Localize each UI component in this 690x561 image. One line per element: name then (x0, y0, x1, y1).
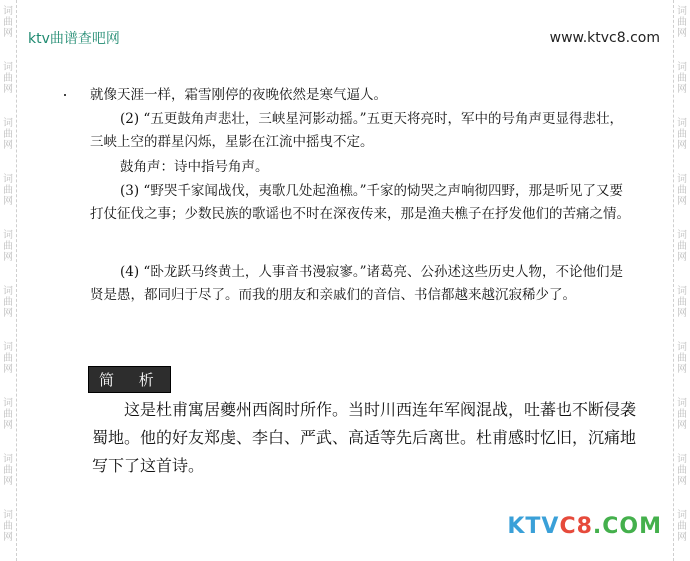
side-watermark: 词曲网 (677, 118, 687, 151)
site-name: ktv曲谱查吧网 (28, 31, 120, 47)
side-watermark: 词曲网 (3, 342, 13, 375)
side-watermark: 词曲网 (3, 510, 13, 543)
logo-part-com: .COM (592, 514, 662, 539)
side-watermark: 词曲网 (3, 230, 13, 263)
side-watermark: 词曲网 (677, 6, 687, 39)
right-watermark-strip (673, 0, 690, 561)
note-2: (2) “五更鼓角声悲壮，三峡星河影动摇。”五更天将亮时，军中的号角声更显得悲壮，三峡上空的群星闪烁，星影在江流中摇曳不定。 (90, 111, 623, 150)
note-3: (3) “野哭千家闻战伐，夷歌几处起渔樵。”千家的恸哭之声响彻四野，那是听见了又要打仗征伐之事；少数民族的歌谣也不时在深夜传来，那是渔夫樵子在抒发他们的苦痛之情。 (90, 183, 630, 222)
side-watermark: 词曲网 (677, 342, 687, 375)
side-watermark: 词曲网 (677, 510, 687, 543)
analysis-paragraph: 这是杜甫寓居夔州西阁时所作。当时川西连年军阀混战，吐蕃也不断侵袭蜀地。他的好友郑虔、李白、严武、高适等先后离世。杜甫感时忆旧，沉痛地写下了这首诗。 (92, 400, 637, 475)
side-watermark: 词曲网 (3, 286, 13, 319)
side-watermark: 词曲网 (3, 454, 13, 487)
side-watermark: 词曲网 (677, 286, 687, 319)
logo-part-ktv: KTV (507, 514, 560, 539)
side-watermark: 词曲网 (677, 62, 687, 95)
side-watermark: 词曲网 (3, 62, 13, 95)
logo-part-c8: C8 (559, 514, 593, 539)
body-line-1: 就像天涯一样，霜雪刚停的夜晚依然是寒气逼人。 (90, 87, 387, 103)
side-watermark: 词曲网 (3, 118, 13, 151)
left-watermark-strip (0, 0, 17, 561)
side-watermark: 词曲网 (3, 398, 13, 431)
side-watermark: 词曲网 (677, 230, 687, 263)
side-watermark: 词曲网 (677, 174, 687, 207)
scan-speck (64, 94, 66, 96)
note-2-definition: 鼓角声：诗中指号角声。 (120, 159, 269, 175)
side-watermark: 词曲网 (677, 454, 687, 487)
side-watermark: 词曲网 (3, 174, 13, 207)
side-watermark: 词曲网 (677, 398, 687, 431)
site-logo (507, 514, 662, 539)
site-url: www.ktvc8.com (549, 30, 660, 46)
note-4: (4) “卧龙跃马终黄土，人事音书漫寂寥。”诸葛亮、公孙述这些历史人物，不论他们是贤是愚，都同归于尽了。而我的朋友和亲戚们的音信、书信都越来越沉寂稀少了。 (90, 264, 623, 303)
section-heading-analysis: 简 析 (88, 366, 171, 393)
side-watermark: 词曲网 (3, 6, 13, 39)
